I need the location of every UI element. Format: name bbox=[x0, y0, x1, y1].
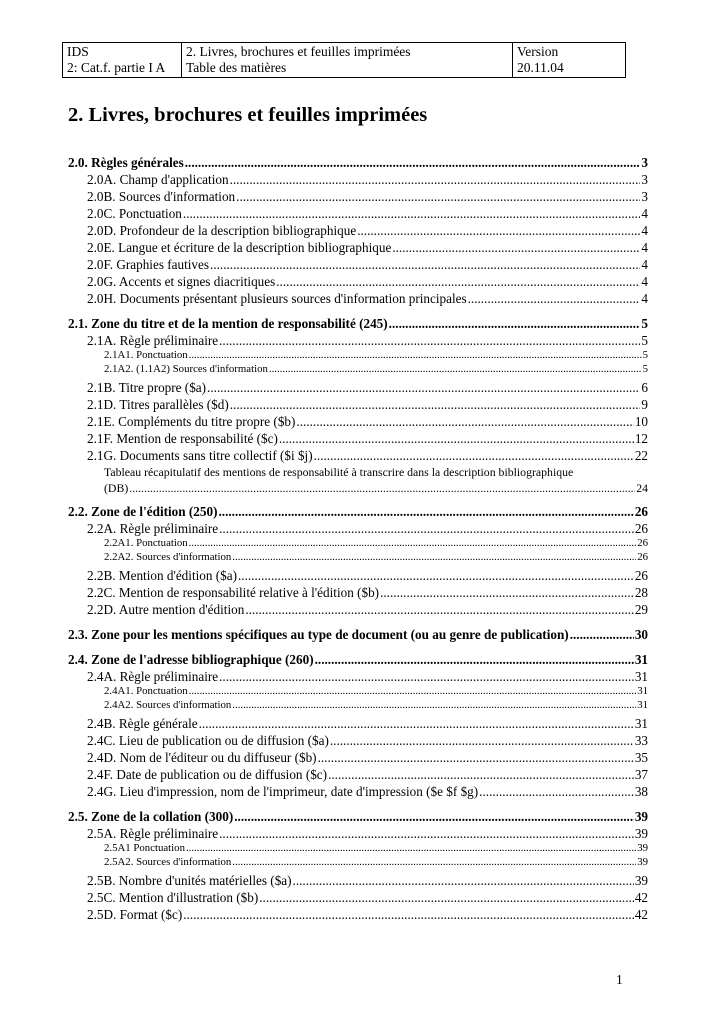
toc-entry-text: 2.2A1. Ponctuation bbox=[104, 537, 188, 549]
toc-page-number: 31 bbox=[634, 716, 648, 731]
dot-leader bbox=[570, 626, 634, 643]
dot-leader bbox=[357, 222, 640, 239]
header-cell-chapter bbox=[182, 43, 513, 78]
dot-leader bbox=[293, 872, 634, 889]
dot-leader bbox=[219, 520, 634, 537]
dot-leader bbox=[380, 584, 634, 601]
toc-entry-text: 2.2B. Mention d'édition ($a) bbox=[87, 568, 237, 583]
toc-entry-text: 2.4C. Lieu de publication ou de diffusion ($a) bbox=[87, 733, 329, 748]
toc-entry-level-2[interactable] bbox=[87, 715, 648, 732]
dot-leader bbox=[183, 205, 641, 222]
toc-entry-text: 2.1G. Documents sans titre collectif ($i $j) bbox=[87, 448, 313, 463]
dot-leader bbox=[189, 684, 637, 698]
page-title: 2. Livres, brochures et feuilles imprimées bbox=[68, 104, 428, 126]
dot-leader bbox=[259, 889, 634, 906]
toc-entry-level-2[interactable] bbox=[87, 273, 648, 290]
toc-entry-text: 2.2. Zone de l'édition (250) bbox=[68, 504, 218, 519]
dot-leader bbox=[392, 239, 640, 256]
header-ids-label: IDS bbox=[67, 44, 89, 59]
dot-leader bbox=[330, 732, 634, 749]
dot-leader bbox=[199, 715, 634, 732]
toc-entry-level-1[interactable] bbox=[68, 626, 648, 643]
dot-leader bbox=[232, 855, 636, 869]
dot-leader bbox=[234, 808, 634, 825]
toc-entry-level-2[interactable] bbox=[87, 413, 648, 430]
dot-leader bbox=[219, 825, 634, 842]
toc-entry-text: 2.1A1. Ponctuation bbox=[104, 349, 188, 361]
toc-entry-level-2[interactable] bbox=[87, 872, 648, 889]
document-header-table bbox=[62, 42, 626, 78]
toc-entry-level-2[interactable] bbox=[87, 332, 648, 349]
toc-page-number: 39 bbox=[634, 809, 648, 824]
toc-page-number: 4 bbox=[641, 257, 648, 272]
toc-entry-level-2[interactable] bbox=[87, 447, 648, 464]
toc-entry-text: 2.1A. Règle préliminaire bbox=[87, 333, 219, 348]
toc-entry-text: 2.0E. Langue et écriture de la description bibliographique bbox=[87, 240, 392, 255]
toc-entry-text: 2.1E. Compléments du titre propre ($b) bbox=[87, 414, 296, 429]
dot-leader bbox=[276, 273, 640, 290]
header-cell-version bbox=[513, 43, 626, 78]
toc-entry-level-1[interactable] bbox=[68, 651, 648, 668]
toc-entry-text: 2.4A. Règle préliminaire bbox=[87, 669, 219, 684]
toc-page-number: 3 bbox=[641, 189, 648, 204]
toc-page-number: 3 bbox=[641, 172, 648, 187]
toc-page-number: 38 bbox=[634, 784, 648, 799]
toc-page-number: 3 bbox=[641, 155, 648, 170]
toc-entry-text: Tableau récapitulatif des mentions de responsabilité à transcrire dans la description bibliographique bbox=[104, 465, 574, 479]
toc-entry-level-2[interactable] bbox=[87, 520, 648, 537]
toc-page-number: 28 bbox=[634, 585, 648, 600]
toc-entry-text: 2.1. Zone du titre et de la mention de responsabilité (245) bbox=[68, 316, 388, 331]
toc-page-number: 31 bbox=[634, 652, 648, 667]
toc-entry-level-2[interactable] bbox=[87, 256, 648, 273]
toc-page-number: 4 bbox=[641, 274, 648, 289]
toc-entry-level-1[interactable] bbox=[68, 315, 648, 332]
toc-entry-level-1[interactable] bbox=[68, 154, 648, 171]
dot-leader bbox=[479, 783, 634, 800]
toc-page-number: 4 bbox=[641, 206, 648, 221]
header-version-label: Version bbox=[517, 44, 559, 59]
toc-entry-text: 2.0A. Champ d'application bbox=[87, 172, 229, 187]
toc-page-number: 30 bbox=[634, 627, 648, 642]
header-catalogue-part: 2: Cat.f. partie I A bbox=[67, 60, 166, 75]
toc-entry-text: 2.5A1 Ponctuation bbox=[104, 842, 185, 854]
dot-leader bbox=[230, 396, 641, 413]
dot-leader bbox=[468, 290, 641, 307]
toc-page-number: 39 bbox=[637, 856, 648, 868]
toc-entry-text: 2.0F. Graphies fautives bbox=[87, 257, 210, 272]
toc-entry-text: 2.4. Zone de l'adresse bibliographique (260) bbox=[68, 652, 314, 667]
toc-entry-text: 2.5A2. Sources d'information bbox=[104, 856, 232, 868]
toc-entry-level-3[interactable] bbox=[104, 348, 648, 362]
header-version-date: 20.11.04 bbox=[517, 60, 564, 75]
toc-page-number: 4 bbox=[641, 240, 648, 255]
header-cell-ids bbox=[63, 43, 182, 78]
toc-entry-text: 2.0H. Documents présentant plusieurs sources d'information principales bbox=[87, 291, 467, 306]
dot-leader bbox=[129, 480, 635, 496]
toc-entry-text: 2.4G. Lieu d'impression, nom de l'imprimeur, date d'impression ($e $f $g) bbox=[87, 784, 479, 799]
toc-entry-text: 2.0B. Sources d'information bbox=[87, 189, 236, 204]
toc-entry-level-2[interactable] bbox=[87, 171, 648, 188]
dot-leader bbox=[185, 154, 641, 171]
toc-entry-level-1[interactable] bbox=[68, 503, 648, 520]
toc-page-number: 22 bbox=[634, 448, 648, 463]
toc-entry-level-2[interactable] bbox=[87, 290, 648, 307]
toc-entry-text: 2.1D. Titres parallèles ($d) bbox=[87, 397, 229, 412]
toc-entry-level-2[interactable] bbox=[87, 889, 648, 906]
toc-entry-continuation bbox=[104, 480, 648, 496]
toc-entry-level-2[interactable] bbox=[87, 188, 648, 205]
toc-entry-level-3[interactable] bbox=[104, 550, 648, 564]
dot-leader bbox=[238, 567, 634, 584]
toc-entry-text: 2.1B. Titre propre ($a) bbox=[87, 380, 207, 395]
toc-entry-text: 2.1A2. (1.1A2) Sources d'information bbox=[104, 363, 268, 375]
toc-page-number: 6 bbox=[641, 380, 648, 395]
toc-page-number: 33 bbox=[634, 733, 648, 748]
toc-page-number: 26 bbox=[637, 537, 648, 549]
toc-page-number: 31 bbox=[637, 699, 648, 711]
toc-page-number: 42 bbox=[634, 890, 648, 905]
toc-page-number: 26 bbox=[637, 551, 648, 563]
toc-entry-text: 2.5B. Nombre d'unités matérielles ($a) bbox=[87, 873, 292, 888]
dot-leader bbox=[315, 651, 634, 668]
header-section-name: Table des matières bbox=[186, 60, 287, 75]
toc-entry-text: 2.4B. Règle générale bbox=[87, 716, 198, 731]
toc-entry-level-2[interactable] bbox=[87, 749, 648, 766]
toc-entry-level-2[interactable] bbox=[87, 732, 648, 749]
toc-entry-level-2[interactable] bbox=[87, 584, 648, 601]
toc-entry-text: 2.2A2. Sources d'information bbox=[104, 551, 232, 563]
dot-leader bbox=[269, 362, 642, 376]
toc-entry-level-2[interactable] bbox=[87, 222, 648, 239]
toc-entry-level-2[interactable] bbox=[87, 205, 648, 222]
toc-page-number: 31 bbox=[634, 669, 648, 684]
toc-entry-text: 2.5. Zone de la collation (300) bbox=[68, 809, 234, 824]
toc-page-number: 4 bbox=[641, 223, 648, 238]
toc-page-number: 5 bbox=[642, 349, 648, 361]
toc-entry-text-continued: (DB) bbox=[104, 481, 129, 495]
toc-page-number: 35 bbox=[634, 750, 648, 765]
page-number: 1 bbox=[616, 972, 623, 987]
dot-leader bbox=[279, 430, 634, 447]
toc-entry-level-2[interactable] bbox=[87, 766, 648, 783]
toc-page-number: 42 bbox=[634, 907, 648, 922]
dot-leader bbox=[236, 188, 640, 205]
toc-entry-level-3[interactable] bbox=[104, 698, 648, 712]
toc-page-number: 10 bbox=[634, 414, 648, 429]
toc-page-number: 26 bbox=[634, 521, 648, 536]
toc-entry-text: 2.0G. Accents et signes diacritiques bbox=[87, 274, 276, 289]
toc-page-number: 39 bbox=[637, 842, 648, 854]
toc-entry-text: 2.4F. Date de publication ou de diffusion ($c) bbox=[87, 767, 328, 782]
toc-page-number: 39 bbox=[634, 826, 648, 841]
dot-leader bbox=[314, 447, 634, 464]
toc-entry-text: 2.5D. Format ($c) bbox=[87, 907, 183, 922]
toc-entry-note[interactable] bbox=[104, 464, 648, 496]
toc-page-number: 5 bbox=[641, 333, 648, 348]
toc-entry-text: 2.0. Règles générales bbox=[68, 155, 184, 170]
toc-page-number: 37 bbox=[634, 767, 648, 782]
toc-page-number: 26 bbox=[634, 568, 648, 583]
toc-entry-level-3[interactable] bbox=[104, 684, 648, 698]
toc-entry-level-2[interactable] bbox=[87, 783, 648, 800]
toc-entry-text: 2.1F. Mention de responsabilité ($c) bbox=[87, 431, 278, 446]
toc-entry-level-2[interactable] bbox=[87, 567, 648, 584]
toc-page-number: 12 bbox=[634, 431, 648, 446]
toc-page-number: 4 bbox=[641, 291, 648, 306]
dot-leader bbox=[189, 348, 642, 362]
dot-leader bbox=[189, 536, 637, 550]
dot-leader bbox=[232, 550, 636, 564]
toc-page-number: 9 bbox=[641, 397, 648, 412]
dot-leader bbox=[318, 749, 634, 766]
dot-leader bbox=[218, 503, 633, 520]
dot-leader bbox=[245, 601, 634, 618]
dot-leader bbox=[230, 171, 641, 188]
toc-entry-level-2[interactable] bbox=[87, 396, 648, 413]
toc-entry-text: 2.4A1. Ponctuation bbox=[104, 685, 188, 697]
toc-entry-level-2[interactable] bbox=[87, 601, 648, 618]
toc-entry-text: 2.5A. Règle préliminaire bbox=[87, 826, 219, 841]
toc-entry-level-2[interactable] bbox=[87, 668, 648, 685]
header-chapter-title: 2. Livres, brochures et feuilles imprimées bbox=[186, 44, 411, 59]
toc-entry-text: 2.2A. Règle préliminaire bbox=[87, 521, 219, 536]
toc-page-number: 29 bbox=[634, 602, 648, 617]
toc-page-number: 31 bbox=[637, 685, 648, 697]
dot-leader bbox=[183, 906, 634, 923]
toc-entry-level-3[interactable] bbox=[104, 855, 648, 869]
toc-entry-text: 2.2C. Mention de responsabilité relative à l'édition ($b) bbox=[87, 585, 380, 600]
toc-entry-text: 2.5C. Mention d'illustration ($b) bbox=[87, 890, 259, 905]
toc-entry-text: 2.3. Zone pour les mentions spécifiques au type de document (ou au genre de publication) bbox=[68, 627, 569, 642]
toc-entry-level-3[interactable] bbox=[104, 536, 648, 550]
toc-page-number: 24 bbox=[636, 481, 648, 495]
toc-entry-level-2[interactable] bbox=[87, 379, 648, 396]
dot-leader bbox=[389, 315, 641, 332]
dot-leader bbox=[328, 766, 634, 783]
dot-leader bbox=[207, 379, 640, 396]
dot-leader bbox=[296, 413, 633, 430]
toc-entry-text: 2.0D. Profondeur de la description bibliographique bbox=[87, 223, 357, 238]
dot-leader bbox=[219, 668, 634, 685]
toc-entry-text: 2.4D. Nom de l'éditeur ou du diffuseur ($b) bbox=[87, 750, 317, 765]
toc-page-number: 5 bbox=[642, 363, 648, 375]
toc-page-number: 5 bbox=[641, 316, 648, 331]
toc-entry-level-3[interactable] bbox=[104, 362, 648, 376]
toc-entry-text: 2.4A2. Sources d'information bbox=[104, 699, 232, 711]
toc-page-number: 26 bbox=[634, 504, 648, 519]
dot-leader bbox=[219, 332, 640, 349]
dot-leader bbox=[232, 698, 636, 712]
toc-entry-text: 2.0C. Ponctuation bbox=[87, 206, 182, 221]
toc-entry-level-2[interactable] bbox=[87, 430, 648, 447]
dot-leader bbox=[210, 256, 640, 273]
toc-entry-level-3[interactable] bbox=[104, 841, 648, 855]
toc-entry-text: 2.2D. Autre mention d'édition bbox=[87, 602, 245, 617]
toc-entry-level-2[interactable] bbox=[87, 825, 648, 842]
toc-entry-level-2[interactable] bbox=[87, 906, 648, 923]
toc-entry-level-2[interactable] bbox=[87, 239, 648, 256]
toc-page-number: 39 bbox=[634, 873, 648, 888]
dot-leader bbox=[186, 841, 636, 855]
toc-entry-level-1[interactable] bbox=[68, 808, 648, 825]
